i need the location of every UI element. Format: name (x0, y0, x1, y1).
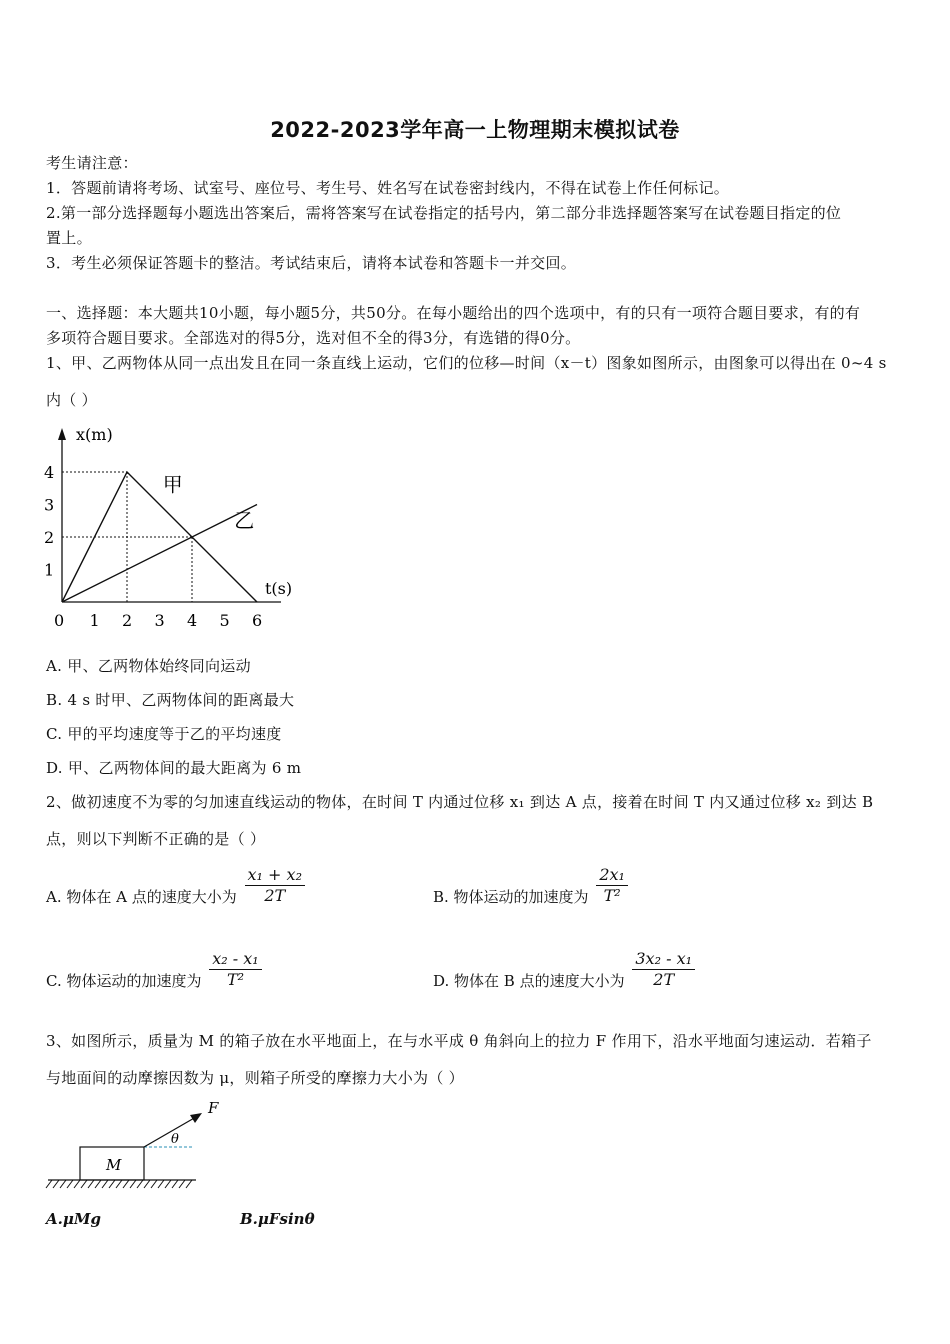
box-label: M (106, 1156, 122, 1174)
q2-option-d-den: 2T (653, 969, 675, 989)
q3-option-a: A.μMg (46, 1210, 101, 1228)
hatch-mark (158, 1180, 164, 1188)
notice-item-2-cont: 置上。 (46, 229, 92, 247)
hatch-mark (130, 1180, 136, 1188)
q2-option-c-text: C. 物体运动的加速度为 (46, 972, 202, 990)
y-tick-label: 3 (44, 495, 55, 515)
arrow-head-icon (190, 1113, 202, 1123)
x-tick-label: 2 (122, 611, 133, 630)
hatch-mark (165, 1180, 171, 1188)
y-tick-label: 2 (44, 528, 55, 547)
x-tick-label: 4 (187, 611, 198, 630)
q2-option-a-den: 2T (264, 885, 286, 905)
q3-stem-1: 3、如图所示，质量为 M 的箱子放在水平地面上，在与水平成 θ 角斜向上的拉力 F 作用下，沿水平地面匀速运动．若箱子 (46, 1032, 872, 1050)
q3-option-b: B.μFsinθ (240, 1210, 315, 1228)
notice-item-2: 2.第一部分选择题每小题选出答案后，需将答案写在试卷指定的括号内，第二部分非选择题答案写在试卷题目指定的位 (46, 204, 842, 222)
q3-box-figure (44, 1095, 219, 1195)
q2-option-c-fraction (209, 949, 261, 990)
y-axis-label: x(m) (76, 425, 113, 444)
page-title: 2022-2023学年高一上物理期末模拟试卷 (270, 118, 680, 142)
q1-option-d: D. 甲、乙两物体间的最大距离为 6 m (46, 759, 302, 777)
q2-stem-2: 点，则以下判断不正确的是（ ） (46, 830, 266, 848)
series-line-2 (62, 505, 257, 603)
x-axis-label: t(s) (265, 579, 293, 598)
q2-option-a-num: x₁ + x₂ (245, 865, 305, 886)
x-tick-label: 0 (54, 611, 65, 630)
q1-option-b: B. 4 s 时甲、乙两物体间的距离最大 (46, 691, 295, 709)
q2-option-d (433, 948, 695, 991)
q2-option-a-fraction (245, 865, 305, 906)
q2-stem-1: 2、做初速度不为零的匀加速直线运动的物体，在时间 T 内通过位移 x₁ 到达 A 点，接着在时间 T 内又通过位移 x₂ 到达 B (46, 793, 874, 811)
x-tick-label: 6 (252, 611, 263, 630)
section-intro-2: 多项符合题目要求。全部选对的得5分，选对但不全的得3分，有选错的得0分。 (46, 329, 581, 347)
q1-option-a: A. 甲、乙两物体始终同向运动 (46, 657, 251, 675)
hatch-mark (46, 1180, 52, 1188)
q2-option-c-num: x₂ - x₁ (209, 949, 261, 970)
notice-heading: 考生请注意： (46, 154, 138, 172)
q1-stem-2: 内（ ） (46, 391, 97, 409)
force-arrow (144, 1117, 196, 1147)
q2-option-c-den: T² (226, 969, 245, 989)
notice-item-1: 1．答题前请将考场、试室号、座位号、考生号、姓名写在试卷密封线内，不得在试卷上作任何标记。 (46, 179, 730, 197)
q2-option-d-fraction (632, 949, 695, 990)
hatch-mark (172, 1180, 178, 1188)
hatch-mark (137, 1180, 143, 1188)
hatch-mark (144, 1180, 150, 1188)
q3-stem-2: 与地面间的动摩擦因数为 μ，则箱子所受的摩擦力大小为（ ） (46, 1069, 464, 1087)
q2-option-b-num: 2x₁ (596, 865, 628, 886)
q2-option-a-text: A. 物体在 A 点的速度大小为 (46, 888, 237, 906)
q2-option-b (433, 864, 628, 907)
y-tick-label: 1 (44, 560, 55, 580)
hatch-mark (67, 1180, 73, 1188)
hatch-mark (88, 1180, 94, 1188)
hatch-mark (109, 1180, 115, 1188)
x-tick-label: 5 (219, 611, 230, 630)
angle-label: θ (171, 1132, 179, 1147)
q2-option-b-fraction (596, 865, 628, 906)
hatch-mark (186, 1180, 192, 1188)
force-label: F (208, 1099, 219, 1117)
series-label-2: 乙 (234, 508, 255, 533)
hatch-mark (179, 1180, 185, 1188)
q1-stem-1: 1、甲、乙两物体从同一点出发且在同一条直线上运动，它们的位移—时间（x－t）图象如图所示，由图象可以得出在 0~4 s (46, 354, 887, 372)
q2-option-b-den: T² (603, 885, 621, 905)
q1-xt-chart (40, 420, 350, 640)
q2-option-c (46, 948, 262, 991)
ground-hatch (46, 1180, 192, 1188)
q2-option-d-num: 3x₂ - x₁ (632, 949, 695, 970)
hatch-mark (81, 1180, 87, 1188)
series-label-1: 甲 (162, 472, 183, 497)
x-tick-label: 3 (154, 611, 165, 630)
hatch-mark (102, 1180, 108, 1188)
q2-option-d-text: D. 物体在 B 点的速度大小为 (433, 972, 625, 990)
y-tick-label: 4 (44, 463, 55, 482)
hatch-mark (123, 1180, 129, 1188)
hatch-mark (116, 1180, 122, 1188)
hatch-mark (74, 1180, 80, 1188)
y-axis-arrow-icon (58, 428, 66, 440)
x-tick-label: 1 (89, 611, 100, 630)
q1-option-c: C. 甲的平均速度等于乙的平均速度 (46, 725, 282, 743)
hatch-mark (60, 1180, 66, 1188)
hatch-mark (53, 1180, 59, 1188)
hatch-mark (151, 1180, 157, 1188)
notice-item-3: 3．考生必须保证答题卡的整洁。考试结束后，请将本试卷和答题卡一并交回。 (46, 254, 577, 272)
hatch-mark (95, 1180, 101, 1188)
section-intro-1: 一、选择题：本大题共10小题，每小题5分，共50分。在每小题给出的四个选项中，有的只有一项符合题目要求，有的有 (46, 304, 861, 322)
q2-option-b-text: B. 物体运动的加速度为 (433, 888, 589, 906)
q2-option-a (46, 864, 305, 907)
